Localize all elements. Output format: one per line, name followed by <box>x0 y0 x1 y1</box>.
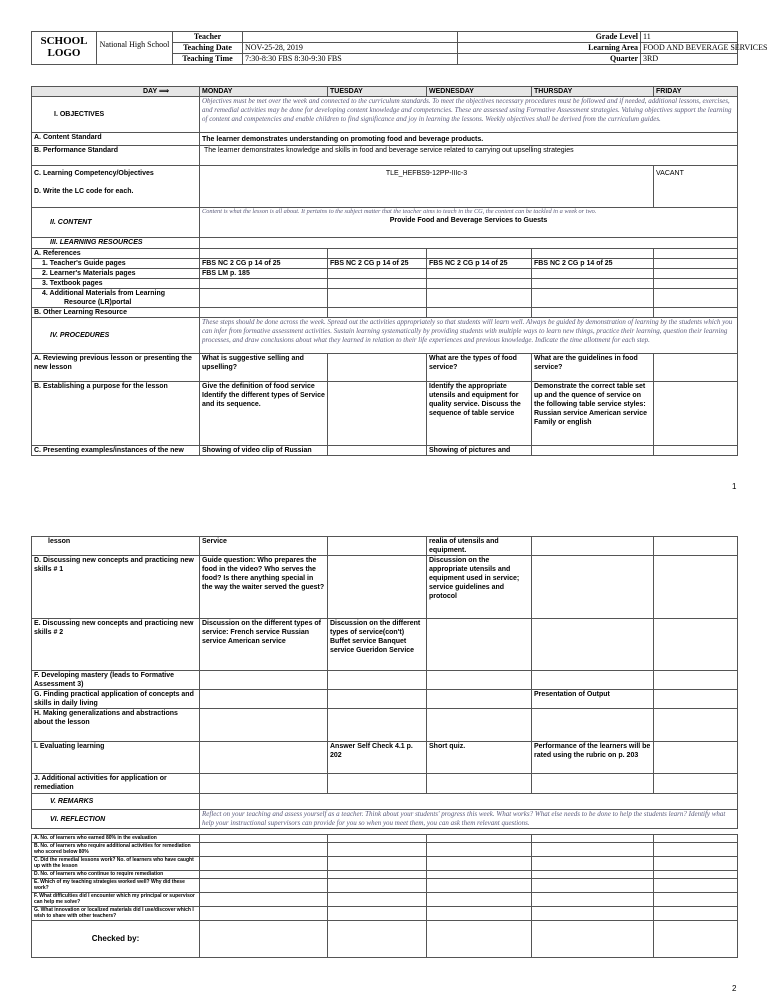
teachers-guide-tuesday: FBS NC 2 CG p 14 of 25 <box>328 259 427 269</box>
teaching-date-value: NOV-25-28, 2019 <box>243 43 458 54</box>
content-standard-value: The learner demonstrates understanding on promoting food and beverage products. <box>200 133 738 146</box>
procedures-label: IV. PROCEDURES <box>32 318 200 354</box>
school-logo: SCHOOL LOGO <box>32 32 97 65</box>
competency-cell <box>32 166 200 208</box>
learning-area-value: FOOD AND BEVERAGE SERVICES <box>641 43 738 54</box>
proc-c-wednesday-cont: realia of utensils and equipment. <box>427 537 532 556</box>
lc-code-value: TLE_HEFBS9-12PP-IIIc-3 <box>200 166 654 208</box>
teachers-guide-monday: FBS NC 2 CG p 14 of 25 <box>200 259 328 269</box>
reflection-item-b: B. No. of learners who require additional activities for remediation who scored below 80% <box>32 843 200 857</box>
reflection-items-table <box>31 834 738 958</box>
reflection-item-a: A. No. of learners who earned 80% in the evaluation <box>32 835 200 843</box>
teachers-guide-label: 1. Teacher's Guide pages <box>32 259 200 269</box>
competency-label: C. Learning Competency/Objectives <box>34 170 154 177</box>
proc-e-tuesday: Discussion on the different types of service(con't) Buffet service Banquet service Gueridon Service <box>328 619 427 671</box>
day-tuesday: TUESDAY <box>328 87 427 97</box>
performance-standard-value: The learner demonstrates knowledge and skills in food and beverage service related to carrying out upselling strategies <box>200 146 738 166</box>
reflection-item-g: G. What innovation or localized materials did I use/discover which I wish to share with other teachers? <box>32 907 200 921</box>
performance-standard-label: B. Performance Standard <box>32 146 200 166</box>
quarter-value: 3RD <box>641 54 738 65</box>
learners-materials-monday: FBS LM p. 185 <box>200 269 328 279</box>
textbook-label: 3. Textbook pages <box>32 279 200 289</box>
proc-f-label: F. Developing mastery (leads to Formative Assessment 3) <box>32 671 200 690</box>
proc-c-label: C. Presenting examples/instances of the new <box>32 446 200 456</box>
proc-b-monday: Give the definition of food service Identify the different types of Service and its sequence. <box>200 382 328 446</box>
proc-c-monday-cont: Service <box>200 537 328 556</box>
content-note: Content is what the lesson is all about. It pertains to the subject matter that the teacher aims to teach in the CG, the content can be tackled in a week or two. <box>202 208 597 215</box>
day-friday: FRIDAY <box>654 87 738 97</box>
reflection-item-d: D. No. of learners who continue to require remediation <box>32 871 200 879</box>
proc-i-tuesday: Answer Self Check 4.1 p. 202 <box>328 742 427 774</box>
content-cell <box>200 208 738 238</box>
proc-a-thursday: What are the guidelines in food service? <box>532 354 654 382</box>
content-label: II. CONTENT <box>32 208 200 238</box>
proc-h-label: H. Making generalizations and abstractions about the lesson <box>32 709 200 742</box>
teaching-time-label: Teaching Time <box>173 54 243 65</box>
proc-b-label: B. Establishing a purpose for the lesson <box>32 382 200 446</box>
proc-g-label: G. Finding practical application of concepts and skills in daily living <box>32 690 200 709</box>
quarter-label: Quarter <box>458 54 641 65</box>
day-wednesday: WEDNESDAY <box>427 87 532 97</box>
content-standard-label: A. Content Standard <box>32 133 200 146</box>
school-name: National High School <box>97 32 173 65</box>
proc-c-wednesday: Showing of pictures and <box>427 446 532 456</box>
teaching-date-label: Teaching Date <box>173 43 243 54</box>
page-number-1: 1 <box>732 482 737 491</box>
other-resource-label: B. Other Learning Resource <box>32 308 200 318</box>
lesson-log-table-page2 <box>31 536 738 829</box>
lc-code-label: D. Write the LC code for each. <box>34 188 134 195</box>
proc-c-label-cont: lesson <box>32 537 200 556</box>
learners-materials-label: 2. Learner's Materials pages <box>32 269 200 279</box>
additional-materials-label: 4. Additional Materials from Learning <box>42 290 166 297</box>
references-label: A. References <box>32 249 200 259</box>
reflection-label: VI. REFLECTION <box>32 810 200 829</box>
proc-d-wednesday: Discussion on the appropriate utensils and equipment used in service; service guidelines and protocol <box>427 556 532 619</box>
proc-g-thursday: Presentation of Output <box>532 690 654 709</box>
proc-a-monday: What is suggestive selling and upselling? <box>200 354 328 382</box>
day-monday: MONDAY <box>200 87 328 97</box>
remarks-label: V. REMARKS <box>32 794 200 810</box>
day-label: DAY ⟹ <box>32 87 200 97</box>
teachers-guide-thursday: FBS NC 2 CG p 14 of 25 <box>532 259 654 269</box>
proc-j-label: J. Additional activities for application or remediation <box>32 774 200 794</box>
proc-a-label: A. Reviewing previous lesson or presenting the new lesson <box>32 354 200 382</box>
proc-i-wednesday: Short quiz. <box>427 742 532 774</box>
learning-area-label: Learning Area <box>458 43 641 54</box>
additional-materials-cell <box>32 289 200 308</box>
reflection-item-c: C. Did the remedial lessons work? No. of learners who have caught up with the lesson <box>32 857 200 871</box>
teacher-label: Teacher <box>173 32 243 43</box>
reflection-item-e: E. Which of my teaching strategies worked well? Why did these work? <box>32 879 200 893</box>
grade-level-label: Grade Level <box>458 32 641 43</box>
page-number-2: 2 <box>732 984 737 993</box>
proc-c-monday: Showing of video clip of Russian <box>200 446 328 456</box>
checked-by-label: Checked by: <box>32 921 200 958</box>
proc-i-thursday: Performance of the learners will be rated using the rubric on p. 203 <box>532 742 654 774</box>
content-value: Provide Food and Beverage Services to Guests <box>389 216 548 224</box>
teachers-guide-wednesday: FBS NC 2 CG p 14 of 25 <box>427 259 532 269</box>
lesson-log-table-page1 <box>31 86 738 456</box>
teaching-time-value: 7:30-8:30 FBS 8:30-9:30 FBS <box>243 54 458 65</box>
proc-b-thursday: Demonstrate the correct table set up and the quence of service on the following table service styles: Russian service American service Family or english <box>532 382 654 446</box>
objectives-label: I. OBJECTIVES <box>32 97 200 133</box>
proc-e-monday: Discussion on the different types of service: French service Russian service American service <box>200 619 328 671</box>
procedures-note: These steps should be done across the week. Spread out the activities appropriately so that students will learn well. Always be guided by demonstration of learning by the students which you can infer from formative assessment activities. Sustain learning systematically by providing students with multiple ways to learn new things, practice their learning, question their learning processes, and draw conclusions about what they learned in relation to their life experiences and previous knowledge. Indicate the time allotment for each step. <box>200 318 738 354</box>
proc-d-monday: Guide question: Who prepares the food in the video? Who serves the food? Is there anything special in the way the waiter served the guest? <box>200 556 328 619</box>
proc-d-label: D. Discussing new concepts and practicing new skills # 1 <box>32 556 200 619</box>
resources-label: III. LEARNING RESOURCES <box>32 238 200 249</box>
proc-e-label: E. Discussing new concepts and practicing new skills # 2 <box>32 619 200 671</box>
teacher-value <box>243 32 458 43</box>
proc-i-label: I. Evaluating learning <box>32 742 200 774</box>
proc-b-wednesday: Identify the appropriate utensils and equipment for quality service. Discuss the sequence of table service <box>427 382 532 446</box>
reflection-note: Reflect on your teaching and assess yourself as a teacher. Think about your students' progress this week. What works? What else needs to be done to help the students learn? Identify what help your instructional supervisors can provide for you so when you meet them, you can ask them relevant questions. <box>200 810 738 829</box>
additional-materials-label-2: Resource (LR)portal <box>64 299 132 306</box>
proc-a-wednesday: What are the types of food service? <box>427 354 532 382</box>
friday-vacant: VACANT <box>654 166 738 208</box>
grade-level-value: 11 <box>641 32 738 43</box>
objectives-note: Objectives must be met over the week and connected to the curriculum standards. To meet the objectives necessary procedures must be followed and if needed, additional lessons, exercises, and remedial activities may be done for developing content knowledge and competencies. These are assessed using Formative Assessment strategies. Valuing objectives support the learning of content and competencies and enable children to find significance and joy in learning the lessons. Weekly objectives shall be derived from the curriculum guides. <box>200 97 738 133</box>
reflection-item-f: F. What difficulties did I encounter which my principal or supervisor can help me solve? <box>32 893 200 907</box>
day-thursday: THURSDAY <box>532 87 654 97</box>
header-table <box>31 31 768 65</box>
